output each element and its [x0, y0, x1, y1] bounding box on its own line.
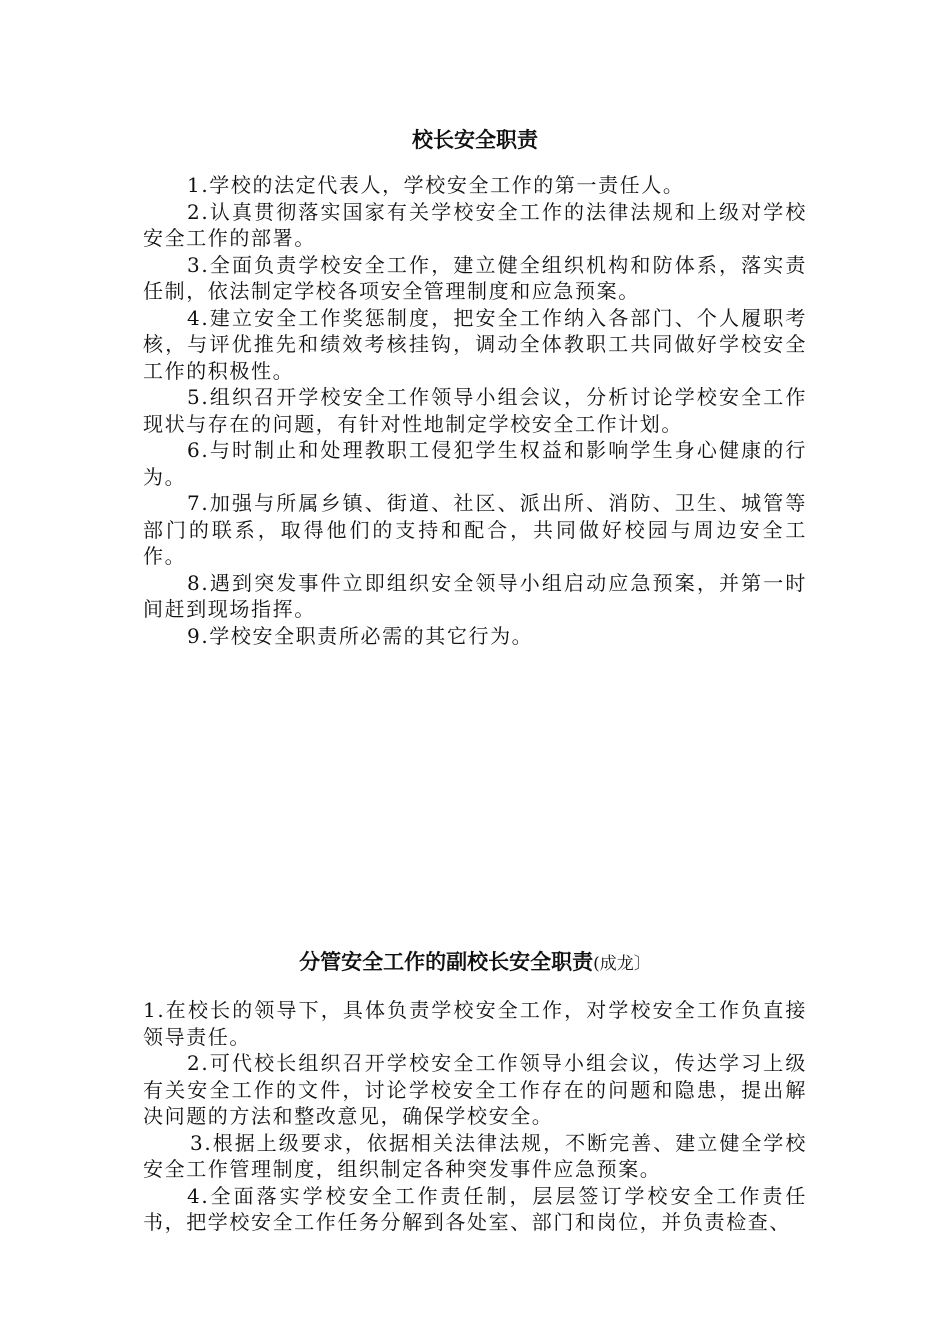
vice-duty-item-1: 1.在校长的领导下，具体负责学校安全工作，对学校安全工作负直接领导责任。 [143, 998, 807, 1049]
duty-item-9: 9.学校安全职责所必需的其它行为。 [187, 623, 534, 648]
section-title-note: (成龙〕 [593, 954, 651, 974]
duty-item-8: 8.遇到突发事件立即组织安全领导小组启动应急预案，并第一时间赶到现场指挥。 [143, 570, 807, 621]
duty-item-3: 3.全面负责学校安全工作，建立健全组织机构和防体系，落实责任制，依法制定学校各项安全管理制度和应急预案。 [143, 252, 807, 303]
vice-duty-item-2: 2.可代校长组织召开学校安全工作领导小组会议，传达学习上级有关安全工作的文件，讨论学校安全工作存在的问题和隐患，提出解决问题的方法和整改意见，确保学校安全。 [143, 1051, 807, 1128]
duty-item-1: 1.学校的法定代表人，学校安全工作的第一责任人。 [187, 173, 685, 197]
vice-duty-item-3: 3.根据上级要求，依据相关法律法规，不断完善、建立健全学校安全工作管理制度，组织制定各种突发事件应急预案。 [143, 1130, 807, 1181]
section-title-vice-principal [0, 946, 950, 976]
duty-item-4: 4.建立安全工作奖惩制度，把安全工作纳入各部门、个人履职考核，与评优推先和绩效考核挂钩，调动全体教职工共同做好学校安全工作的积极性。 [143, 305, 807, 383]
vice-duty-item-4: 4.全面落实学校安全工作责任制，层层签订学校安全工作责任书，把学校安全工作任务分解到各处室、部门和岗位，并负责检查、 [143, 1183, 807, 1234]
duty-item-5: 5.组织召开学校安全工作领导小组会议，分析讨论学校安全工作现状与存在的问题，有针对性地制定学校安全工作计划。 [143, 385, 807, 436]
duty-item-6: 6.与时制止和处理教职工侵犯学生权益和影响学生身心健康的行为。 [143, 438, 807, 489]
section-title-principal: 校长安全职责 [412, 127, 538, 152]
duty-item-2: 2.认真贯彻落实国家有关学校安全工作的法律法规和上级对学校安全工作的部署。 [143, 199, 807, 250]
section-vice-principal-duties [143, 997, 807, 1236]
section-title-text: 分管安全工作的副校长安全职责 [299, 949, 594, 974]
section-principal-duties [143, 172, 807, 649]
duty-item-7: 7.加强与所属乡镇、街道、社区、派出所、消防、卫生、城管等部门的联系，取得他们的支持和配合，共同做好校园与周边安全工作。 [143, 491, 807, 568]
